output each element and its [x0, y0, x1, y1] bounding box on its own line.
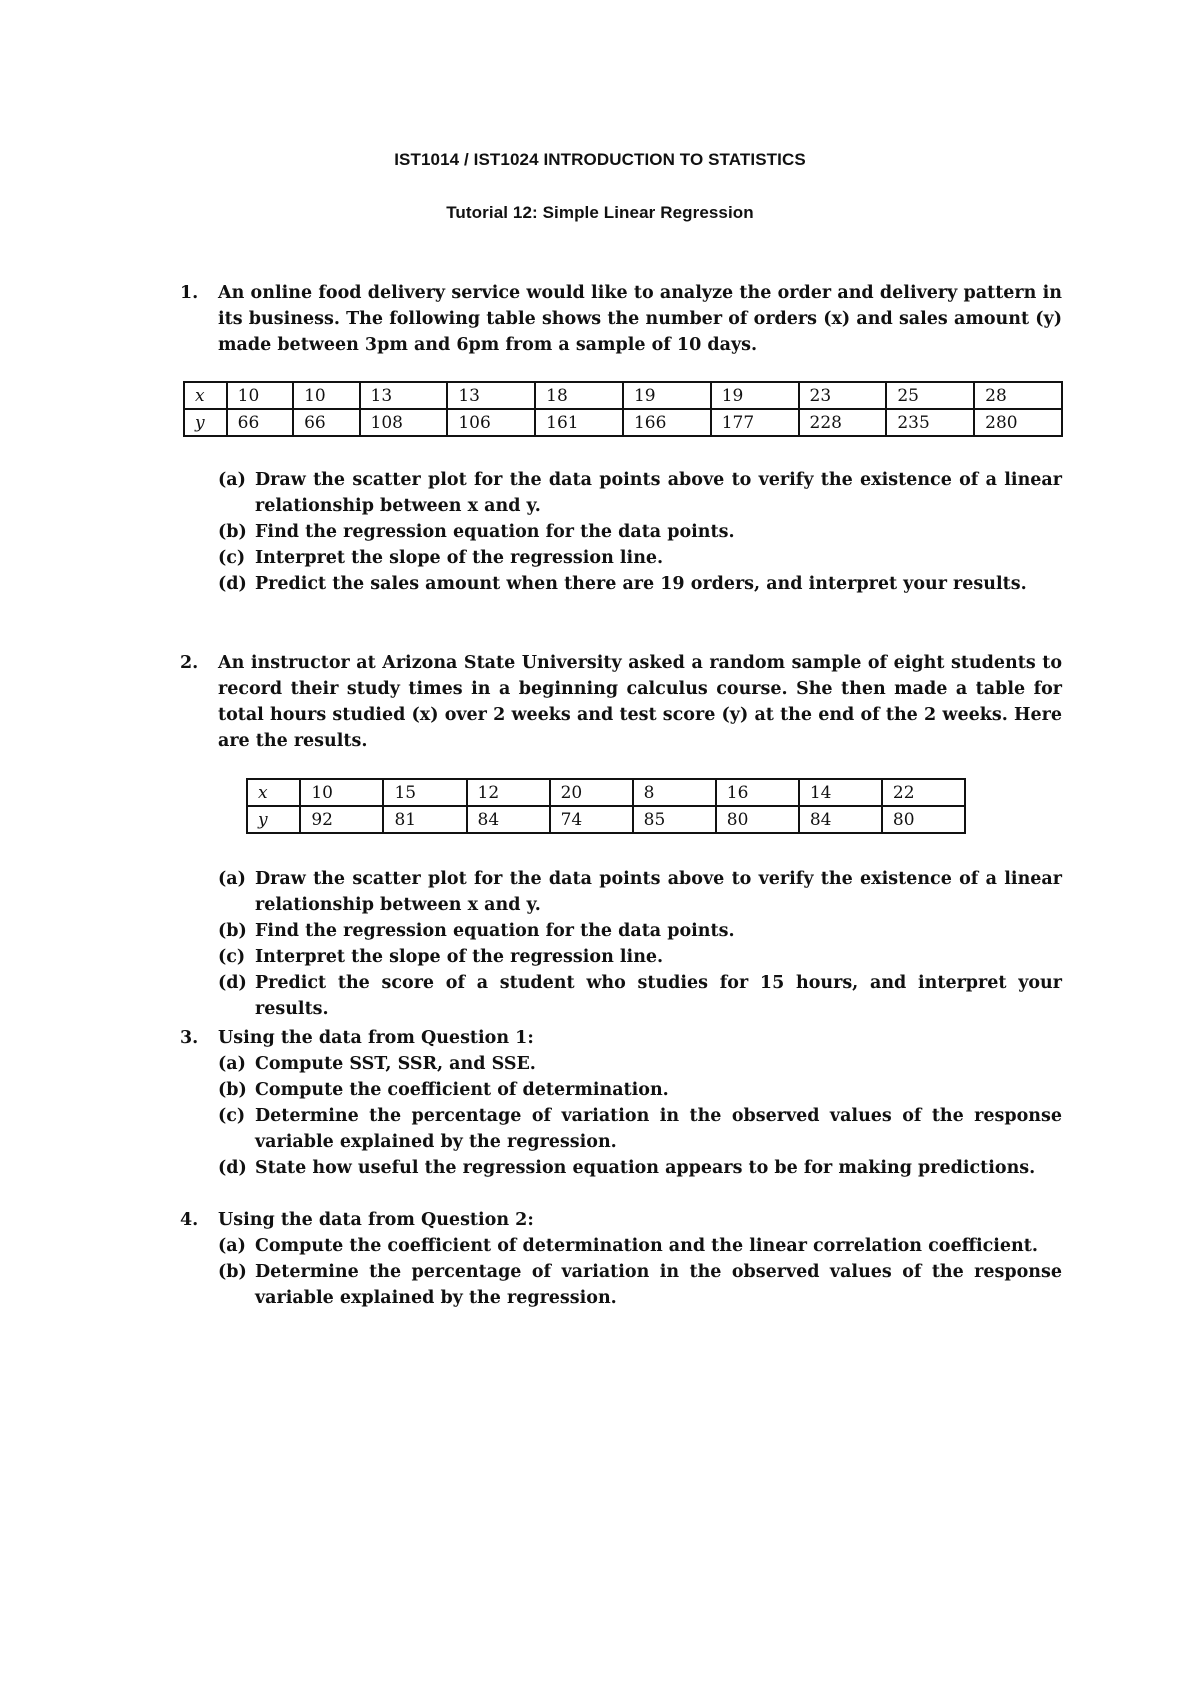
- table-cell: 92: [300, 806, 383, 833]
- data-table-q1: [183, 381, 1063, 437]
- question-number: 4.: [180, 1210, 199, 1230]
- subpart-a: (a) Compute SST, SSR, and SSE.: [218, 1054, 536, 1074]
- table-cell: 8: [633, 779, 716, 806]
- table-cell: 22: [882, 779, 965, 806]
- table-cell: 166: [623, 409, 711, 436]
- table-cell: 80: [882, 806, 965, 833]
- table-cell: 228: [799, 409, 887, 436]
- subpart-b: (b) Find the regression equation for the data points.: [218, 921, 735, 941]
- question-2: [180, 650, 1062, 754]
- course-title: IST1014 / IST1024 INTRODUCTION TO STATISTICS: [394, 150, 806, 169]
- table-row-x: [247, 779, 965, 806]
- subpart-c: (c) Interpret the slope of the regression line.: [218, 548, 664, 568]
- table-cell: 10: [227, 382, 293, 409]
- table-cell: 18: [535, 382, 623, 409]
- question-number: 2.: [180, 653, 199, 673]
- table-cell: 106: [447, 409, 535, 436]
- subparts-q3: [218, 1051, 1062, 1181]
- table-row-x: [184, 382, 1062, 409]
- table-cell: 25: [886, 382, 974, 409]
- table-cell: 10: [300, 779, 383, 806]
- subparts-q4: [218, 1233, 1062, 1311]
- table-cell: 81: [383, 806, 466, 833]
- table-cell: 12: [467, 779, 550, 806]
- table-cell: 10: [293, 382, 359, 409]
- question-text: Using the data from Question 2:: [218, 1210, 534, 1230]
- table-cell: 161: [535, 409, 623, 436]
- table-cell: 19: [711, 382, 799, 409]
- tutorial-title: Tutorial 12: Simple Linear Regression: [446, 203, 754, 222]
- table-cell: 23: [799, 382, 887, 409]
- table-cell: 235: [886, 409, 974, 436]
- question-text: An instructor at Arizona State University asked a random sample of eight students to record their study times in a beginning calculus course. She then made a table for total hours studied (x) over 2 weeks and test score (y) at the end of the 2 weeks. Here are the results.: [218, 653, 1062, 751]
- table-cell-label: y: [247, 806, 300, 833]
- subpart-a: (a) Compute the coefficient of determination and the linear correlation coefficient.: [218, 1236, 1038, 1256]
- table-cell: 177: [711, 409, 799, 436]
- table-cell-label: y: [184, 409, 227, 436]
- subpart-d: (d) State how useful the regression equation appears to be for making predictions.: [218, 1158, 1036, 1178]
- subpart-c: (c) Interpret the slope of the regression line.: [218, 947, 664, 967]
- subpart-a: (a) Draw the scatter plot for the data points above to verify the existence of a linear relationship between x and y.: [218, 869, 1062, 915]
- question-text: Using the data from Question 1:: [218, 1028, 534, 1048]
- table-cell: 20: [550, 779, 633, 806]
- table-cell: 13: [360, 382, 448, 409]
- subpart-b: (b) Compute the coefficient of determination.: [218, 1080, 669, 1100]
- table-cell: 74: [550, 806, 633, 833]
- subpart-c: (c) Determine the percentage of variation in the observed values of the response variable explained by the regression.: [218, 1106, 1062, 1152]
- table-cell: 108: [360, 409, 448, 436]
- table-cell: 14: [799, 779, 882, 806]
- question-1: [180, 280, 1062, 358]
- table-cell-label: x: [247, 779, 300, 806]
- question-number: 3.: [180, 1028, 199, 1048]
- table-cell: 13: [447, 382, 535, 409]
- subpart-b: (b) Find the regression equation for the data points.: [218, 522, 735, 542]
- table-cell: 66: [227, 409, 293, 436]
- table-cell: 66: [293, 409, 359, 436]
- subpart-b: (b) Determine the percentage of variation in the observed values of the response variable explained by the regression.: [218, 1262, 1062, 1308]
- table-cell: 84: [799, 806, 882, 833]
- question-text: An online food delivery service would like to analyze the order and delivery pattern in its business. The following table shows the number of orders (x) and sales amount (y) made between 3pm and 6pm from a sample of 10 days.: [218, 283, 1062, 355]
- question-4: [180, 1207, 1062, 1233]
- subparts-q1: [218, 467, 1062, 597]
- table-cell: 28: [974, 382, 1062, 409]
- table-cell: 85: [633, 806, 716, 833]
- table-cell: 280: [974, 409, 1062, 436]
- table-row-y: [184, 409, 1062, 436]
- table-cell: 19: [623, 382, 711, 409]
- table-cell: 15: [383, 779, 466, 806]
- subparts-q2: [218, 866, 1062, 1022]
- subpart-d: (d) Predict the sales amount when there are 19 orders, and interpret your results.: [218, 574, 1027, 594]
- table-cell-label: x: [184, 382, 227, 409]
- table-cell: 80: [716, 806, 799, 833]
- question-3: [180, 1025, 1062, 1051]
- question-number: 1.: [180, 283, 199, 303]
- subpart-d: (d) Predict the score of a student who studies for 15 hours, and interpret your results.: [218, 973, 1062, 1019]
- table-cell: 84: [467, 806, 550, 833]
- table-cell: 16: [716, 779, 799, 806]
- data-table-q2: [246, 778, 966, 834]
- table-row-y: [247, 806, 965, 833]
- subpart-a: (a) Draw the scatter plot for the data points above to verify the existence of a linear relationship between x and y.: [218, 470, 1062, 516]
